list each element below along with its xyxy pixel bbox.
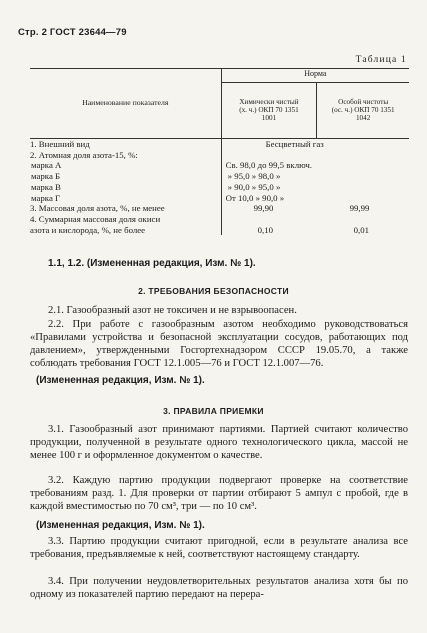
appearance-value: Бесцветный газ bbox=[265, 139, 324, 149]
norms-table bbox=[30, 68, 409, 235]
indicator-1: 1. Внешний вид bbox=[30, 139, 90, 149]
indicator-2: 2. Атомная доля азота-15, %: bbox=[30, 149, 138, 160]
paragraph-3-3: 3.3. Партию продукции считают пригодной, если в результате анализа все требования, предъявляемые к ней, соответствуют настоящему стандарту. bbox=[30, 536, 408, 560]
indicator-grade-g: марка Г bbox=[31, 192, 61, 203]
column-header-special-purity: Особой чистоты (ос. ч.) ОКП 70 1351 1042 bbox=[317, 83, 409, 139]
paragraph-2-1: 2.1. Газообразный азот не токсичен и не взрывоопасен. bbox=[48, 305, 297, 316]
indicator-4-cont: азота и кислорода, %, не более bbox=[30, 224, 146, 235]
amendment-note-1: 1.1, 1.2. (Измененная редакция, Изм. № 1). bbox=[48, 258, 256, 269]
grade-a-value: Св. 98,0 до 99,5 включ. bbox=[225, 160, 312, 171]
paragraph-2-2: 2.2. При работе с газообразным азотом необходимо руководствоваться «Правилами устройства и безопасной эксплуатации сосудов, работающих под давлением», утвержденными Госгортехнадзором СССР 19.05.70, а также соблюдать требования ГОСТ 12.1.005—76 и ГОСТ 12.1.007—76. bbox=[30, 319, 408, 369]
mass-value-chem: 99,90 bbox=[253, 203, 274, 214]
paragraph-3-2: 3.2. Каждую партию продукции подвергают проверке на соответствие требованиям разд. 1. Для проверки от партии отбирают 5 ампул с пробой, где в каждой вместимостью по 70 см³, три — по 10 см³. bbox=[30, 475, 408, 512]
sum-value-special: 0,01 bbox=[353, 224, 369, 235]
amendment-note-3: (Измененная редакция, Изм. № 1). bbox=[36, 520, 205, 531]
indicator-4: 4. Суммарная массовая доля окиси bbox=[30, 213, 161, 224]
indicator-grade-b: марка Б bbox=[31, 171, 61, 182]
indicator-grade-v: марка В bbox=[31, 181, 61, 192]
amendment-note-2: (Измененная редакция, Изм. № 1). bbox=[36, 375, 205, 386]
indicator-grade-a: марка А bbox=[31, 160, 62, 171]
section-2-title: 2. ТРЕБОВАНИЯ БЕЗОПАСНОСТИ bbox=[138, 286, 289, 296]
paragraph-3-4: 3.4. При получении неудовлетворительных результатов анализа хотя бы по одному из показателей партию передают на перера- bbox=[30, 576, 408, 600]
page-header: Стр. 2 ГОСТ 23644—79 bbox=[18, 27, 127, 38]
sum-value-chem: 0,10 bbox=[257, 224, 273, 235]
grade-g-value: От 10,0 » 90,0 » bbox=[225, 192, 285, 203]
indicator-names-cell bbox=[30, 139, 221, 236]
column-header-chemically-pure: Химически чистый (х. ч.) ОКП 70 1351 1001 bbox=[221, 83, 317, 139]
paragraph-3-1: 3.1. Газообразный азот принимают партиями. Партией считают количество продукции, полученной в результате одного технологического цикла, массой не менее 100 г и оформленное документом о качестве. bbox=[30, 424, 408, 461]
mass-value-special: 99,99 bbox=[349, 203, 370, 214]
indicator-3: 3. Массовая доля азота, %, не менее bbox=[30, 203, 165, 214]
column-header-norma: Норма bbox=[221, 69, 409, 83]
grade-v-value: » 90,0 » 95,0 » bbox=[227, 181, 281, 192]
section-3-title: 3. ПРАВИЛА ПРИЕМКИ bbox=[163, 406, 264, 416]
grade-b-value: » 95,0 » 98,0 » bbox=[227, 171, 281, 182]
norms-values-cell bbox=[221, 139, 409, 236]
column-header-name: Наименование показателя bbox=[30, 69, 221, 139]
table-label: Таблица 1 bbox=[355, 55, 407, 65]
